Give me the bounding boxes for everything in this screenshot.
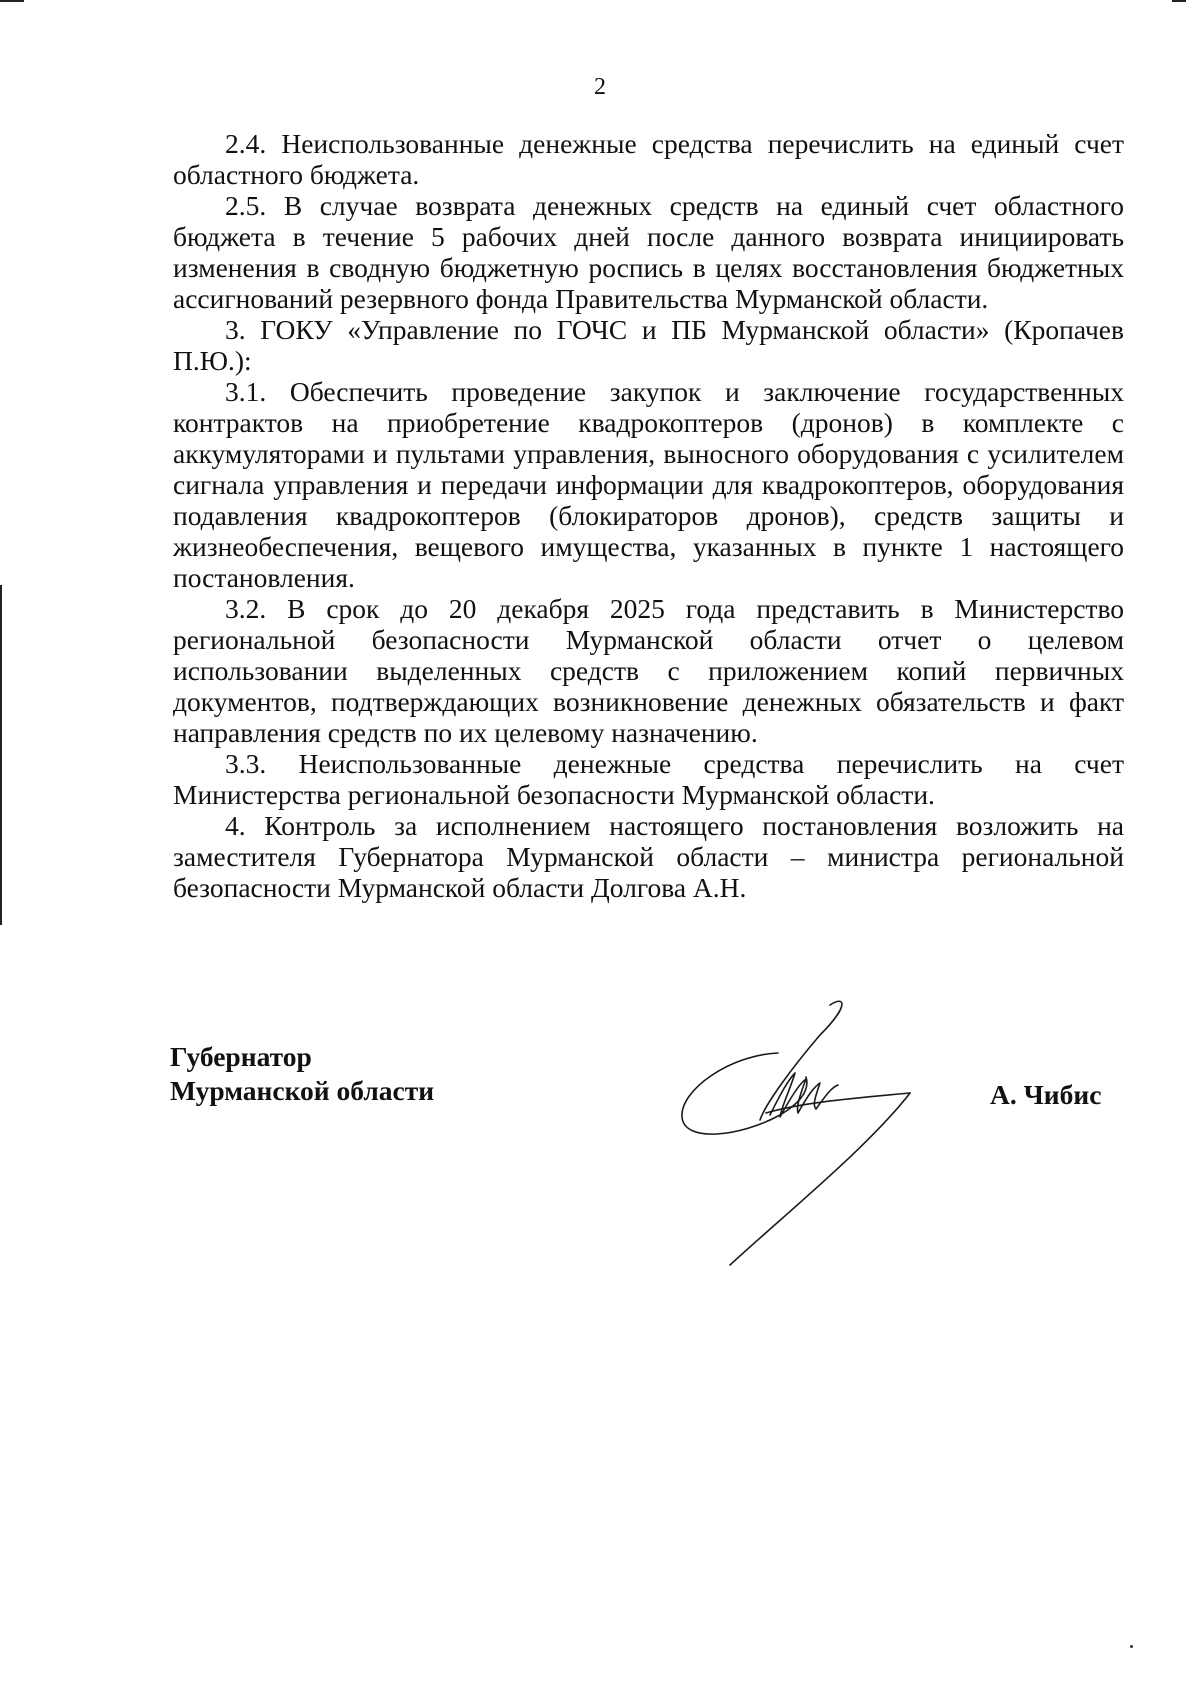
paragraph-2-4: 2.4. Неиспользованные денежные средства перечислить на единый счет областного бюджета.: [173, 128, 1124, 190]
paragraph-2-5: 2.5. В случае возврата денежных средств на единый счет областного бюджета в течение 5 рабочих дней после данного возврата инициировать изменения в сводную бюджетную роспись в целях восстановления бюджетных ассигнований резервного фонда Правительства Мурманской области.: [173, 190, 1124, 314]
paragraph-3-2: 3.2. В срок до 20 декабря 2025 года представить в Министерство региональной безопасности Мурманской области отчет о целевом использовании выделенных средств с приложением копий первичных документов, подтверждающих возникновение денежных обязательств и факт направления средств по их целевому назначению.: [173, 593, 1124, 748]
paragraph-3: 3. ГОКУ «Управление по ГОЧС и ПБ Мурманской области» (Кропачев П.Ю.):: [173, 314, 1124, 376]
page-number: 2: [594, 74, 606, 100]
signatory-title-line2: Мурманской области: [170, 1075, 435, 1106]
signatory-title: [170, 1040, 434, 1108]
paragraph-4: 4. Контроль за исполнением настоящего постановления возложить на заместителя Губернатора Мурманской области – министра региональной безопасности Мурманской области Долгова А.Н.: [173, 810, 1124, 903]
signatory-title-line1: Губернатор: [170, 1041, 312, 1072]
handwritten-signature-icon: [670, 995, 960, 1270]
paragraph-3-3: 3.3. Неиспользованные денежные средства перечислить на счет Министерства региональной безопасности Мурманской области.: [173, 748, 1124, 810]
signatory-name: А. Чибис: [990, 1079, 1102, 1110]
paragraph-3-1: 3.1. Обеспечить проведение закупок и заключение государственных контрактов на приобретение квадрокоптеров (дронов) в комплекте с аккумуляторами и пультами управления, выносного оборудования с усилителем сигнала управления и передачи информации для квадрокоптеров, оборудования подавления квадрокоптеров (блокираторов дронов), средств защиты и жизнеобеспечения, вещевого имущества, указанных в пункте 1 настоящего постановления.: [173, 376, 1124, 593]
